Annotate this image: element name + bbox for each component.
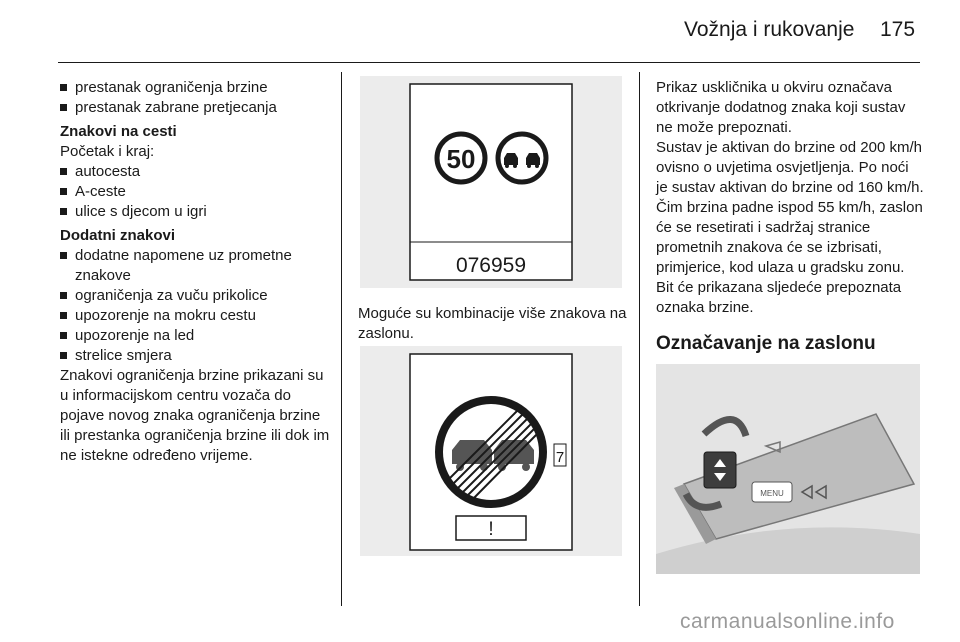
column-left bbox=[60, 78, 332, 466]
list-item: upozorenje na mokru cestu bbox=[60, 306, 332, 326]
column-right bbox=[656, 78, 924, 318]
body-paragraph: Prikaz uskličnika u okviru označava otkrivanje dodatnog znaka koji sustav ne može prepoznati. bbox=[656, 79, 906, 136]
figure-control-stalk-drawing bbox=[656, 364, 920, 574]
section-heading: Označavanje na zaslonu bbox=[656, 333, 876, 354]
figure-end-of-restrictions bbox=[360, 346, 622, 556]
watermark: carmanualsonline.info bbox=[680, 610, 895, 633]
sign-code: 076959 bbox=[455, 254, 527, 277]
figure-speed-signs bbox=[360, 76, 622, 288]
menu-button-label: MENU bbox=[760, 489, 784, 498]
list-item: strelice smjera bbox=[60, 346, 332, 366]
rotate-arrow-icon bbox=[704, 419, 746, 436]
exclamation-mark: ! bbox=[488, 519, 494, 540]
figure-control-stalk bbox=[656, 364, 920, 574]
side-mark: 7 bbox=[555, 449, 565, 466]
page-number: 175 bbox=[880, 18, 916, 41]
subheading-road-signs: Znakovi na cesti bbox=[60, 123, 177, 140]
list-item: A-ceste bbox=[60, 182, 332, 202]
intro-text: Početak i kraj: bbox=[60, 143, 155, 160]
list-item: dodatne napomene uz prometne znakove bbox=[60, 246, 332, 286]
light-icon bbox=[766, 442, 780, 452]
column-divider-left bbox=[341, 72, 342, 606]
speed-limit-value: 50 bbox=[446, 144, 476, 174]
body-paragraph: Sustav je aktivan do brzine od 200 km/h ovisno o uvjetima osvjetljenja. Po noći je sustav aktivan do brzine od 160 km/h. bbox=[656, 139, 924, 196]
column-divider-right bbox=[639, 72, 640, 606]
list-item: upozorenje na led bbox=[60, 326, 332, 346]
list-item: prestanak zabrane pretjecanja bbox=[60, 98, 332, 118]
subheading-additional-signs: Dodatni znakovi bbox=[60, 227, 176, 244]
figure-end-of-restrictions-drawing bbox=[360, 346, 622, 556]
body-paragraph: Znakovi ograničenja brzine prikazani su u informacijskom centru vozača do pojave novog znaka ograničenja brzine ili prestanka ograničenja brzine ili dok im ne istekne određeno vrijeme. bbox=[60, 367, 330, 464]
header-rule bbox=[58, 62, 920, 63]
list-item: ograničenja za vuču prikolice bbox=[60, 286, 332, 306]
adjuster-wheel bbox=[704, 452, 736, 488]
list-item: ulice s djecom u igri bbox=[60, 202, 332, 222]
figure-caption: Moguće su kombinacije više znakova na zaslonu. bbox=[358, 305, 627, 342]
body-paragraph: Čim brzina padne ispod 55 km/h, zaslon će se resetirati i sadržaj stranice prometnih znakova će se izbrisati, primjerice, kod ulaza u gradsku zonu. Bit će prikazana sljedeće prepoznata oznaka brzine. bbox=[656, 199, 923, 316]
page-header-title: Vožnja i rukovanje bbox=[684, 18, 855, 41]
list-item: autocesta bbox=[60, 162, 332, 182]
list-item: prestanak ograničenja brzine bbox=[60, 78, 332, 98]
figure-speed-signs-drawing bbox=[360, 76, 622, 288]
